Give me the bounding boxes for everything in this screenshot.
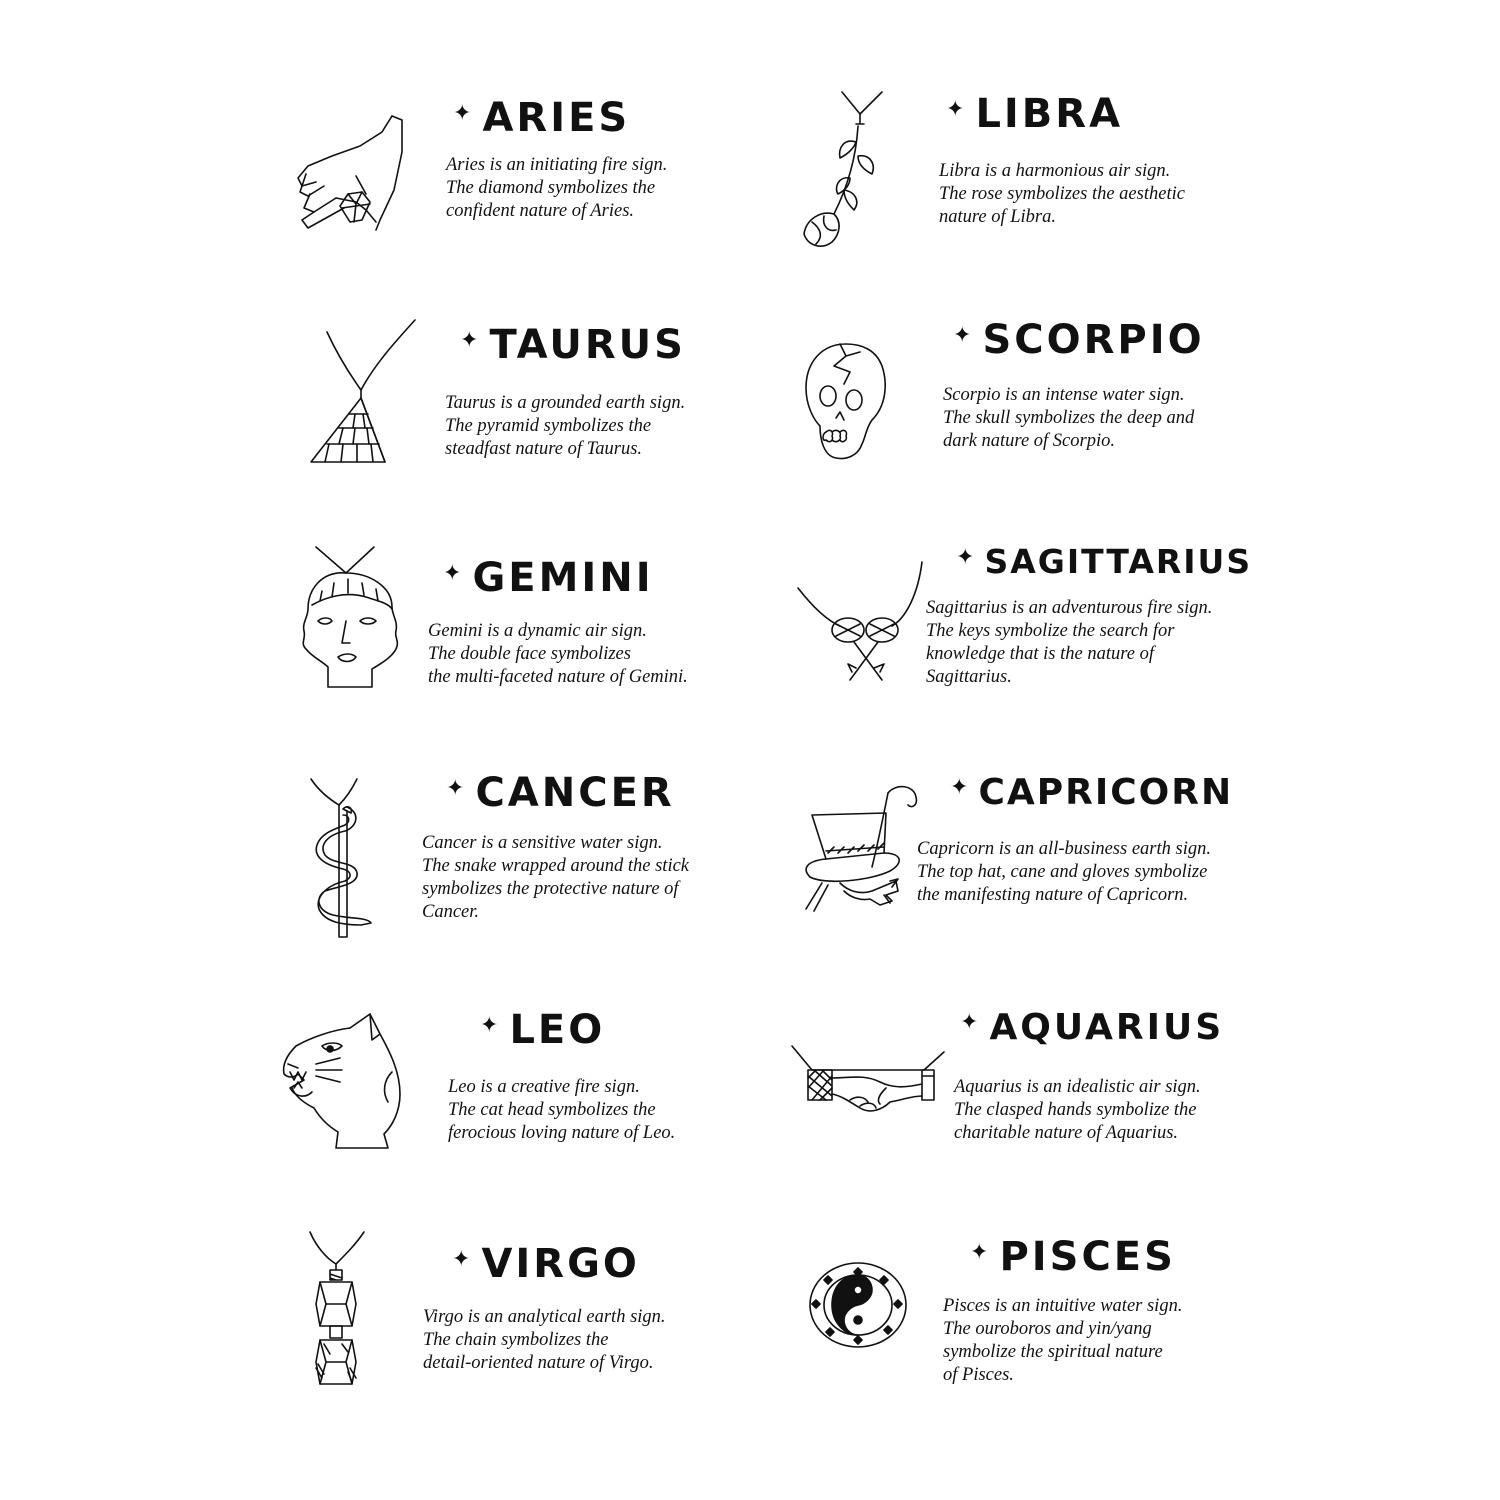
sign-title [480,1007,606,1053]
description-line: Cancer. [422,902,480,922]
sparkle-icon: ✦ [460,328,482,353]
sign-name: SCORPIO [982,317,1205,363]
description-line: Sagittarius. [926,667,1012,687]
ouroboros-yin-yang-icon [806,1260,911,1350]
sign-title [960,1007,1225,1048]
sign-name: TAURUS [489,322,686,368]
sign-title [956,542,1253,581]
sign-description [954,1076,1201,1145]
hand-diamond-icon [296,112,411,237]
sparkle-icon: ✦ [956,544,977,570]
sign-name: LEO [509,1007,606,1053]
description-line: nature of Libra. [939,207,1057,227]
double-face-pendant-icon [296,545,408,690]
crossed-keys-pendant-icon [796,560,928,685]
description-line: The chain symbolizes the [423,1330,609,1350]
sign-description [446,154,667,223]
description-line: Sagittarius is an adventurous fire sign. [926,598,1213,618]
sign-description [428,620,688,689]
description-line: Cancer is a sensitive water sign. [422,833,663,853]
sparkle-icon: ✦ [446,776,468,801]
sign-title [460,322,686,368]
description-line: The cat head symbolizes the [448,1100,656,1120]
description-line: The top hat, cane and gloves symbolize [917,862,1208,882]
description-line: charitable nature of Aquarius. [954,1123,1179,1143]
sign-description [422,832,689,924]
description-line: Aries is an initiating fire sign. [446,155,668,175]
description-line: the multi-faceted nature of Gemini. [428,667,688,687]
sign-name: SAGITTARIUS [984,542,1253,581]
rose-pendant-icon [798,90,888,255]
sparkle-icon: ✦ [452,1247,474,1272]
description-line: of Pisces. [943,1365,1014,1385]
sign-name: AQUARIUS [989,1007,1225,1048]
sparkle-icon: ✦ [946,97,968,122]
sparkle-icon: ✦ [953,323,975,348]
pyramid-pendant-icon [305,318,420,466]
description-line: Virgo is an analytical earth sign. [423,1307,666,1327]
clasped-hands-pendant-icon [790,1044,948,1124]
sign-description [448,1076,675,1145]
sign-title [443,555,654,601]
sparkle-icon: ✦ [453,101,475,126]
description-line: The snake wrapped around the stick [422,856,690,876]
cat-head-icon [280,1008,405,1153]
description-line: dark nature of Scorpio. [943,431,1115,451]
description-line: The double face symbolizes [428,644,631,664]
description-line: steadfast nature of Taurus. [445,439,643,459]
description-line: Libra is a harmonious air sign. [939,161,1171,181]
description-line: Capricorn is an all-business earth sign. [917,839,1211,859]
sign-name: ARIES [482,95,631,141]
sign-title [950,772,1234,813]
sparkle-icon: ✦ [950,775,971,800]
sparkle-icon: ✦ [443,561,465,586]
description-line: the manifesting nature of Capricorn. [917,885,1189,905]
chain-pendant-icon [302,1230,370,1392]
description-line: Pisces is an intuitive water sign. [943,1296,1183,1316]
description-line: The diamond symbolizes the [446,178,656,198]
sign-title [953,317,1205,363]
sign-description [445,392,685,461]
description-line: The clasped hands symbolize the [954,1100,1197,1120]
description-line: Aquarius is an idealistic air sign. [954,1077,1201,1097]
description-line: The keys symbolize the search for [926,621,1175,641]
sparkle-icon: ✦ [970,1240,992,1265]
description-line: symbolizes the protective nature of [422,879,679,899]
description-line: detail-oriented nature of Virgo. [423,1353,654,1373]
sign-name: CANCER [475,770,675,816]
snake-stick-pendant-icon [305,777,375,942]
description-line: The ouroboros and yin/yang [943,1319,1152,1339]
description-line: Scorpio is an intense water sign. [943,385,1185,405]
skull-icon [802,340,892,462]
top-hat-cane-icon [800,783,922,913]
sign-title [970,1234,1176,1280]
description-line: confident nature of Aries. [446,201,635,221]
sign-name: PISCES [999,1234,1176,1280]
description-line: The rose symbolizes the aesthetic [939,184,1185,204]
sparkle-icon: ✦ [480,1013,502,1038]
description-line: Gemini is a dynamic air sign. [428,621,647,641]
sparkle-icon: ✦ [960,1010,982,1035]
sign-name: VIRGO [481,1241,640,1287]
sign-description [423,1306,666,1375]
sign-title [446,770,675,816]
description-line: ferocious loving nature of Leo. [448,1123,676,1143]
sign-name: LIBRA [975,91,1124,137]
description-line: Leo is a creative fire sign. [448,1077,640,1097]
sign-description [917,838,1211,907]
description-line: symbolize the spiritual nature [943,1342,1163,1362]
sign-description [943,384,1194,453]
description-line: The skull symbolizes the deep and [943,408,1195,428]
sign-description [939,160,1185,229]
sign-title [452,1241,640,1287]
sign-title [453,95,631,141]
description-line: knowledge that is the nature of [926,644,1154,664]
description-line: Taurus is a grounded earth sign. [445,393,686,413]
sign-title [946,91,1124,137]
description-line: The pyramid symbolizes the [445,416,652,436]
sign-name: CAPRICORN [978,772,1234,813]
sign-description [943,1295,1182,1387]
sign-name: GEMINI [472,555,654,601]
sign-description [926,597,1212,689]
